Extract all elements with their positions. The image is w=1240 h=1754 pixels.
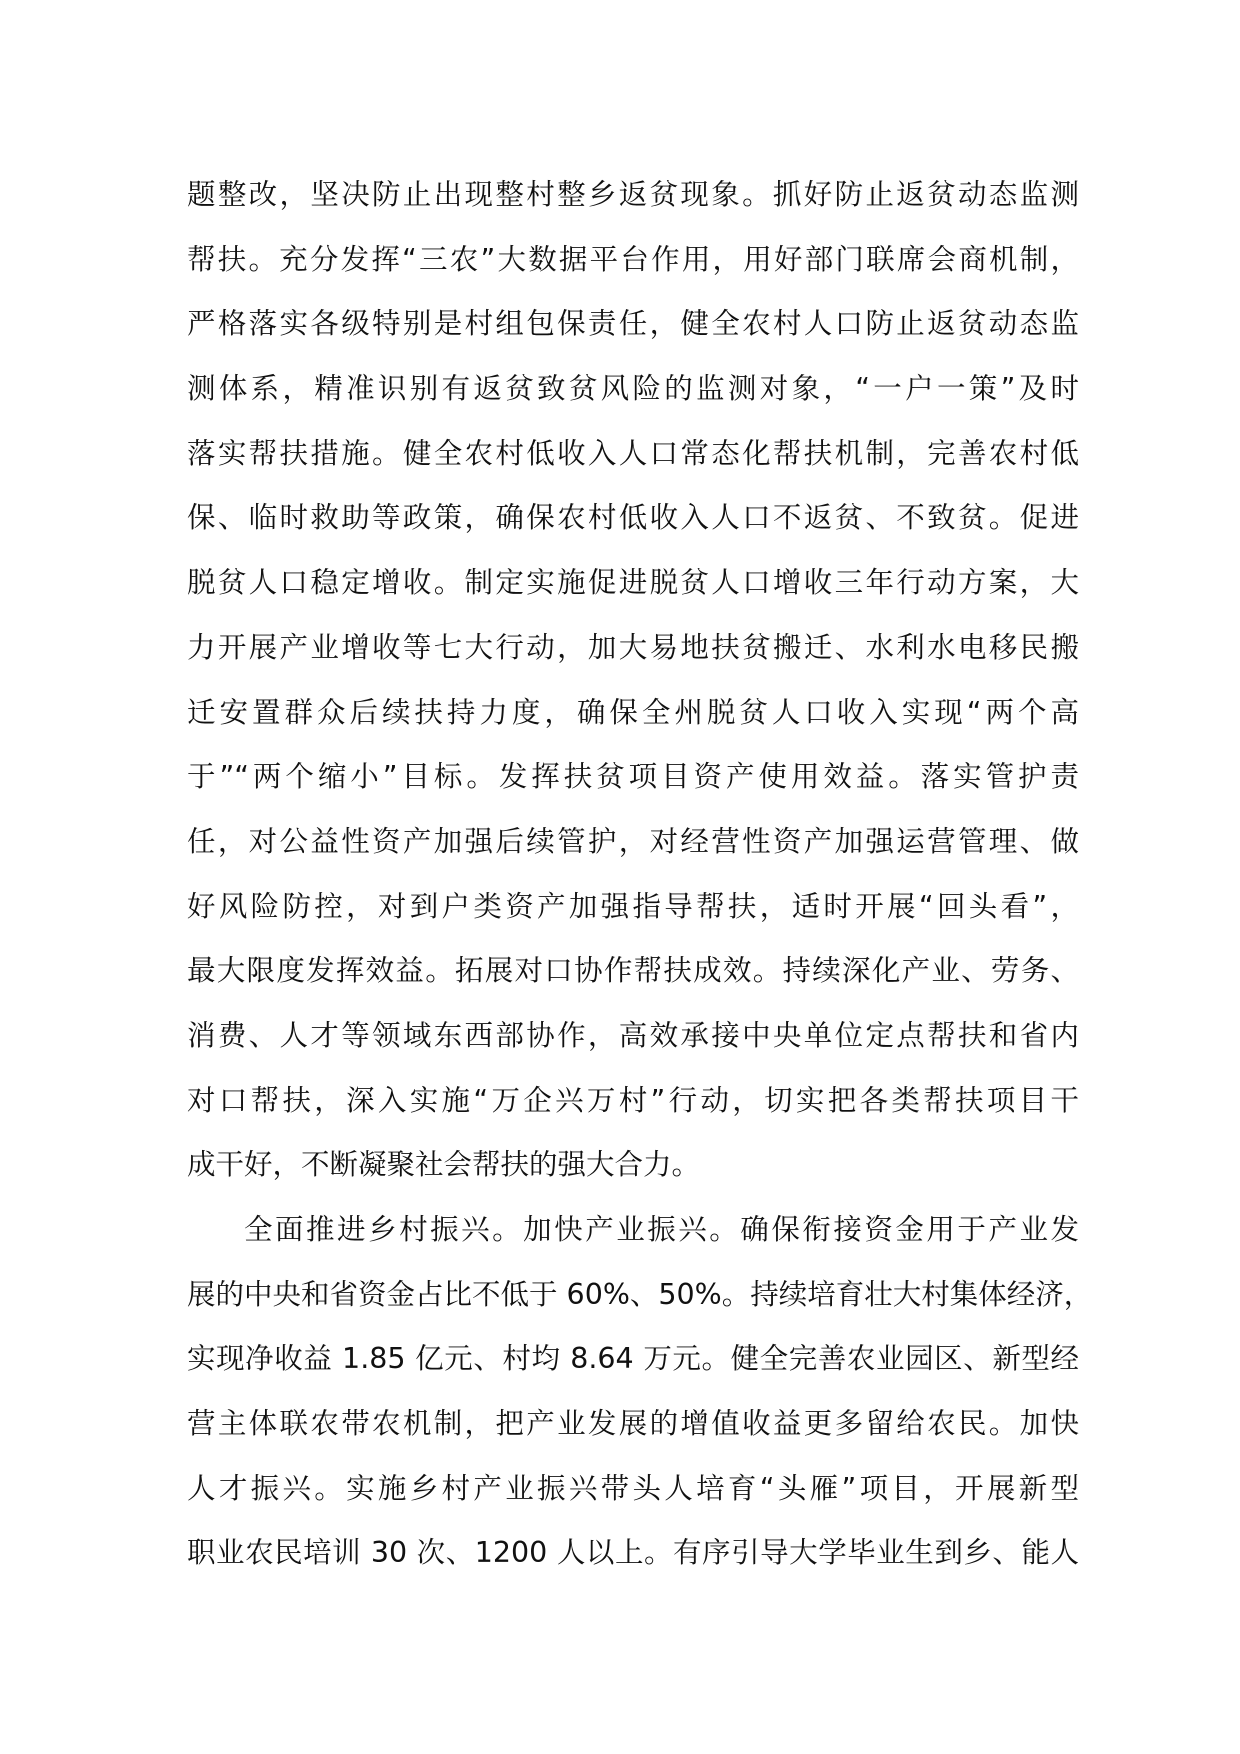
text-line: 展的中央和省资金占比不低于 60%、50%。持续培育壮大村集体经济， (187, 1277, 1093, 1311)
text-line: 人才振兴。实施乡村产业振兴带头人培育“头雁”项目，开展新型 (187, 1471, 1079, 1505)
text-line: 职业农民培训 30 次、1200 人以上。有序引导大学毕业生到乡、能人 (187, 1536, 1079, 1570)
text-line: 脱贫人口稳定增收。制定实施促进脱贫人口增收三年行动方案，大 (187, 566, 1079, 600)
text-line: 测体系，精准识别有返贫致贫风险的监测对象，“一户一策”及时 (187, 372, 1079, 406)
text-line: 保、临时救助等政策，确保农村低收入人口不返贫、不致贫。促进 (187, 501, 1079, 535)
paragraph (187, 1198, 1093, 1586)
text-line: 落实帮扶措施。健全农村低收入人口常态化帮扶机制，完善农村低 (187, 436, 1079, 470)
document-body (187, 163, 1093, 1586)
text-line: 对口帮扶，深入实施“万企兴万村”行动，切实把各类帮扶项目干 (187, 1083, 1079, 1117)
text-line: 任，对公益性资产加强后续管护，对经营性资产加强运营管理、做 (187, 824, 1079, 858)
text-line: 于”“两个缩小”目标。发挥扶贫项目资产使用效益。落实管护责 (187, 760, 1079, 794)
paragraph (187, 163, 1079, 1198)
text-line: 营主体联农带农机制，把产业发展的增值收益更多留给农民。加快 (187, 1407, 1079, 1441)
text-line: 消费、人才等领域东西部协作，高效承接中央单位定点帮扶和省内 (187, 1018, 1079, 1052)
text-line: 严格落实各级特别是村组包保责任，健全农村人口防止返贫动态监 (187, 307, 1079, 341)
text-line: 迁安置群众后续扶持力度，确保全州脱贫人口收入实现“两个高 (187, 695, 1079, 729)
text-line: 帮扶。充分发挥“三农”大数据平台作用，用好部门联席会商机制， (187, 242, 1079, 276)
text-line: 最大限度发挥效益。拓展对口协作帮扶成效。持续深化产业、劳务、 (187, 954, 1079, 988)
text-line: 好风险防控，对到户类资产加强指导帮扶，适时开展“回头看”， (187, 889, 1079, 923)
text-line: 成干好，不断凝聚社会帮扶的强大合力。 (187, 1148, 701, 1182)
text-line: 题整改，坚决防止出现整村整乡返贫现象。抓好防止返贫动态监测 (187, 178, 1079, 211)
text-line: 全面推进乡村振兴。加快产业振兴。确保衔接资金用于产业发 (244, 1213, 1079, 1246)
text-line: 实现净收益 1.85 亿元、村均 8.64 万元。健全完善农业园区、新型经 (187, 1342, 1079, 1376)
text-line: 力开展产业增收等七大行动，加大易地扶贫搬迁、水利水电移民搬 (187, 630, 1079, 664)
